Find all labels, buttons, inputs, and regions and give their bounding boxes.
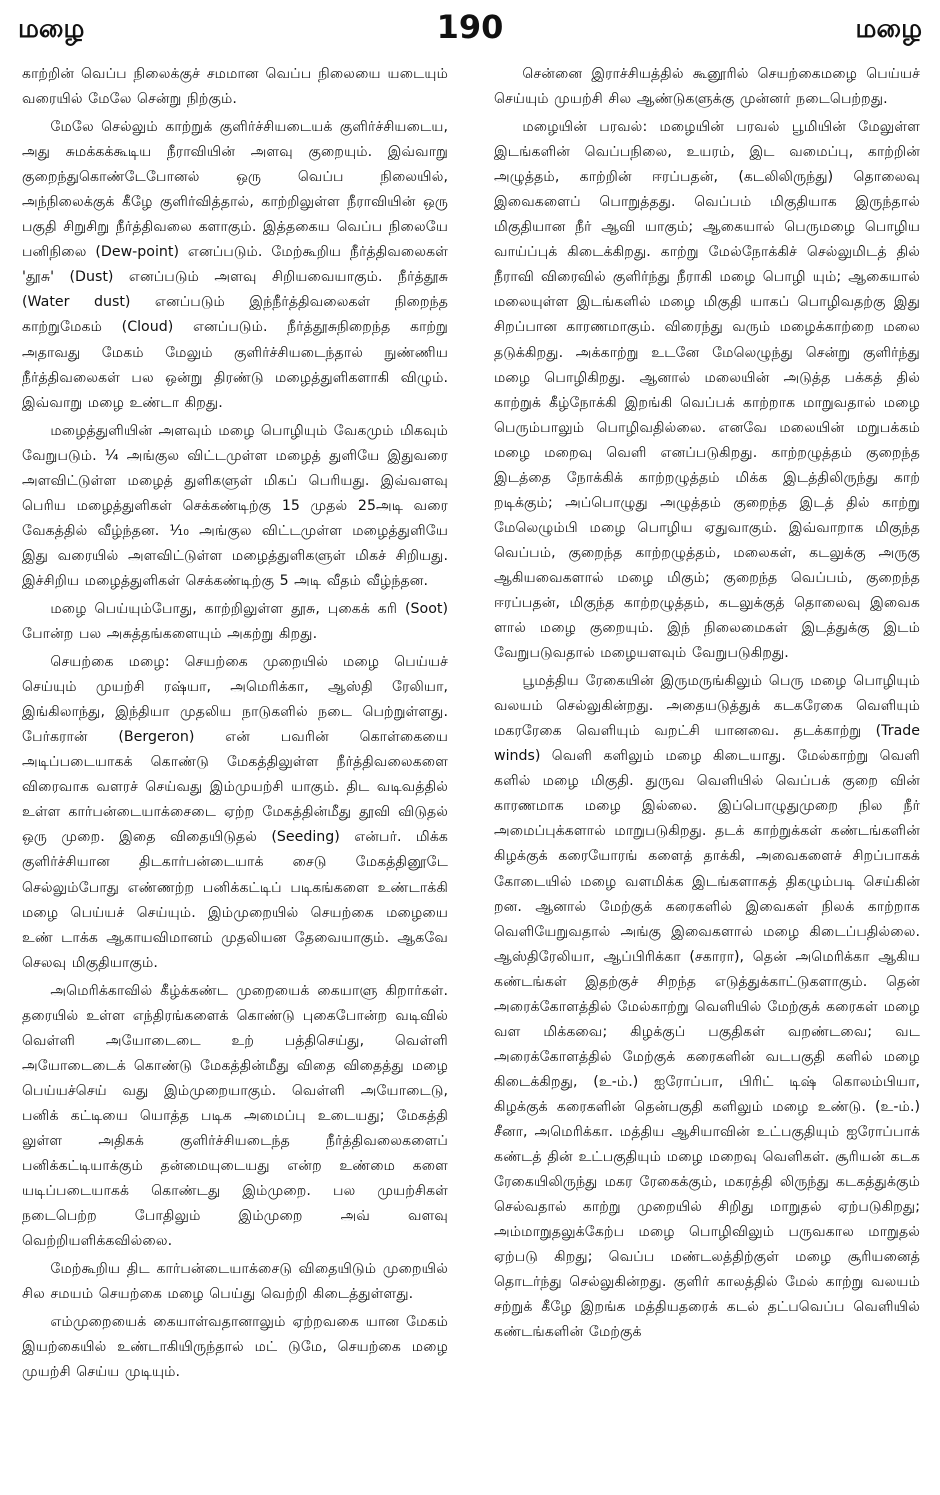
paragraph: சென்னை இராச்சியத்தில் கூனூரில் செயற்கைமழை பெய்யச் செய்யும் முயற்சி சில ஆண்டுகளுக்கு முன்னர் நடைபெற்றது. xyxy=(494,66,920,108)
paragraph: மழைத்துளியின் அளவும் மழை பொழியும் வேகமும் மிகவும் வேறுபடும். ¼ அங்குல விட்டமுள்ள மழைத் துளியே இதுவரை அளவிட்டுள்ள மழைத் துளிகளுள் மிகப் பெரியது. இவ்வளவு பெரிய மழைத்துளிகள் செக்கண்டிற்கு 15 முதல் 25அடி வரை வேகத்தில் வீழ்ந்தன. ¹⁄₁₀ அங்குல விட்டமுள்ள மழைத்துளியே இது வரையில் அளவிட்டுள்ள மழைத்துளிகளுள் மிகச் சிறியது. இச்சிறிய மழைத்துளிகள் செக்கண்டிற்கு 5 அடி வீதம் வீழ்ந்தன. xyxy=(22,422,448,589)
page-header xyxy=(16,8,924,52)
paragraph: மேலே செல்லும் காற்றுக் குளிர்ச்சியடையக் குளிர்ச்சியடைய, அது சுமக்கக்கூடிய நீராவியின் அளவு குறையும். இவ்வாறு குறைந்துகொண்டேபோனல் ஒரு வெப்ப நிலையில், அந்நிலைக்குக் கீழே குளிர்வித்தால், காற்றிலுள்ள நீராவியின் ஒரு பகுதி சிறுசிறு நீர்த்திவலை களாகும். இத்தகைய வெப்ப நிலையே பனிநிலை (Dew-point) எனப்படும். மேற்கூறிய நீர்த்திவலைகள் 'தூசு' (Dust) எனப்படும் அளவு சிறியவையாகும். நீர்த்தூசு (Water dust) எனப்படும் இந்நீர்த்திவலைகள் நிறைந்த காற்றுமேகம் (Cloud) எனப்படும். நீர்த்தூசுநிறைந்த காற்று அதாவது மேகம் மேலும் குளிர்ச்சியடைந்தால் நுண்ணிய நீர்த்திவலைகள் பல ஒன்று திரண்டு மழைத்துளிகளாகி விழும். இவ்வாறு மழை உண்டா கிறது. xyxy=(22,119,448,411)
paragraph: மழை பெய்யும்போது, காற்றிலுள்ள தூசு, புகைக் கரி (Soot) போன்ற பல அசுத்தங்களையும் அகற்று கிறது. xyxy=(22,600,448,643)
paragraph: காற்றின் வெப்ப நிலைக்குச் சமமான வெப்ப நிலையை யடையும் வரையில் மேலே சென்று நிற்கும். xyxy=(22,66,448,108)
header-left-keyword: மழை xyxy=(18,14,85,44)
left-column xyxy=(22,62,448,1482)
right-column xyxy=(494,62,920,1482)
paragraph: செயற்கை மழை: செயற்கை முறையில் மழை பெய்யச் செய்யும் முயற்சி ரஷ்யா, அமெரிக்கா, ஆஸ்தி ரேலியா, இங்கிலாந்து, இந்தியா முதலிய நாடுகளில் நடை பெற்றுள்ளது. பேர்கரான் (Bergeron) என் பவரின் கொள்கையை அடிப்படையாகக் கொண்டு மேகத்திலுள்ள நீர்த்திவலைகளை விரைவாக வளரச் செய்வது இம்முயற்சி யாகும். திட வடிவத்தில் உள்ள கார்பன்டையாக்சைடை ஏற்ற மேகத்தின்மீது தூவி விடுதல் ஒரு முறை. இதை விதையிடுதல் (Seeding) என்பர். மிக்க குளிர்ச்சியான திடகார்பன்டையாக் சைடு மேகத்தினூடே செல்லும்போது எண்ணற்ற பனிக்கட்டிப் படிகங்களை உண்டாக்கி மழை பெய்யச் செய்யும். இம்முறையில் செயற்கை மழையை உண் டாக்க ஆகாயவிமானம் முதலியன தேவையாகும். ஆகவே செலவு மிகுதியாகும். xyxy=(22,654,448,971)
page-number: 190 xyxy=(436,8,504,46)
paragraph: எம்முறையைக் கையாள்வதானாலும் ஏற்றவகை யான மேகம் இயற்கையில் உண்டாகியிருந்தால் மட் டுமே, செயற்கை மழை முயற்சி செய்ய முடியும். xyxy=(22,1314,448,1381)
paragraph: மழையின் பரவல்: மழையின் பரவல் பூமியின் மேலுள்ள இடங்களின் வெப்பநிலை, உயரம், இட வமைப்பு, காற்றின் அழுத்தம், காற்றின் ஈரப்பதன், (கடலிலிருந்து) தொலைவு இவைகளைப் பொறுத்தது. வெப்பம் மிகுதியாக இருந்தால் மிகுதியான நீர் ஆவி யாகும்; ஆகையால் பெருமழை பொழிய வாய்ப்புக் கிடைக்கிறது. காற்று மேல்நோக்கிச் செல்லுமிடத் தில் நீராவி விரைவில் குளிர்ந்து நீராகி மழை பொழி யும்; ஆகையால் மலையுள்ள இடங்களில் மழை மிகுதி யாகப் பொழிவதற்கு இது சிறப்பான காரணமாகும். விரைந்து வரும் மழைக்காற்றை மலை தடுக்கிறது. அக்காற்று உடனே மேலெழுந்து சென்று குளிர்ந்து மழை பொழிகிறது. ஆனால் மலையின் அடுத்த பக்கத் தில் காற்றுக் கீழ்நோக்கி இறங்கி வெப்பக் காற்றாக மாறுவதால் மழை பெரும்பாலும் பொழிவதில்லை. எனவே மலையின் மறுபக்கம் மழை மறைவு வெளி எனப்படுகிறது. காற்றழுத்தம் குறைந்த இடத்தை நோக்கிக் காற்றழுத்தம் மிக்க இடத்திலிருந்து காற் றடிக்கும்; அப்பொழுது அழுத்தம் குறைந்த இடத் தில் காற்று மேலெழும்பி மழை பொழிய ஏதுவாகும். இவ்வாறாக மிகுந்த வெப்பம், குறைந்த காற்றழுத்தம், மலைகள், கடலுக்கு அருகு ஆகியவைகளால் மழை மிகும்; குறைந்த வெப்பம், குறைந்த ஈரப்பதன், மிகுந்த காற்றழுத்தம், கடலுக்குத் தொலைவு இவைக ளால் மழை குறையும். இந் நிலைமைகள் இடத்துக்கு இடம் வேறுபடுவதால் மழையளவும் வேறுபடுகிறது. xyxy=(494,119,920,662)
paragraph: அமெரிக்காவில் கீழ்க்கண்ட முறையைக் கையாளு கிறார்கள். தரையில் உள்ள எந்திரங்களைக் கொண்டு புகைபோன்ற வடிவில் வெள்ளி அயோடைடை உற் பத்திசெய்து, வெள்ளி அயோடைடைக் கொண்டு மேகத்தின்மீது விதை விதைத்து மழை பெய்யச்செய் வது இம்முறையாகும். வெள்ளி அயோடைடு, பனிக் கட்டியை யொத்த படிக அமைப்பு உடையது; மேகத்தி லுள்ள அதிகக் குளிர்ச்சியடைந்த நீர்த்திவலைகளைப் பனிக்கட்டியாக்கும் தன்மையுடையது என்ற உண்மை களை யடிப்படையாகக் கொண்டது இம்முறை. பல முயற்சிகள் நடைபெற்ற போதிலும் இம்முறை அவ் வளவு வெற்றியளிக்கவில்லை. xyxy=(22,982,448,1250)
header-right-keyword: மழை xyxy=(855,14,922,44)
paragraph: பூமத்திய ரேகையின் இருமருங்கிலும் பெரு மழை பொழியும் வலயம் செல்லுகின்றது. அதையடுத்துக் கடகரேகை வெளியும் மகரரேகை வெளியும் வறட்சி யானவை. தடக்காற்று (Trade winds) வெளி களிலும் மழை கிடையாது. மேல்காற்று வெளி களில் மழை மிகுதி. துருவ வெளியில் வெப்பக் குறை வின் காரணமாக மழை இல்லை. இப்பொழுதுமுறை நில நீர் அமைப்புக்களால் மாறுபடுகிறது. தடக் காற்றுக்கள் கண்டங்களின் கிழக்குக் கரையோரங் களைத் தாக்கி, அவைகளைச் சிறப்பாகக் கோடையில் மழை வளமிக்க இடங்களாகத் திகழும்படி செய்கின் றன. ஆனால் மேற்குக் கரைகளில் இவைகள் நிலக் காற்றாக வெளியேறுவதால் அங்கு இவைகளால் மழை கிடைப்பதில்லை. ஆஸ்திரேலியா, ஆப்பிரிக்கா (சகாரா), தென் அமெரிக்கா ஆகிய கண்டங்கள் இதற்குச் சிறந்த எடுத்துக்காட்டுகளாகும். தென் அரைக்கோளத்தில் மேல்காற்று வெளியில் மேற்குக் கரைகள் மழை வள மிக்கவை; கிழக்குப் பகுதிகள் வறண்டவை; வட அரைக்கோளத்தில் மேற்குக் கரைகளின் வடபகுதி களில் மழை கிடைக்கிறது, (உ-ம்.) ஐரோப்பா, பிரிட் டிஷ் கொலம்பியா, கிழக்குக் கரைகளின் தென்பகுதி களிலும் மழை உண்டு. (உ-ம்.) சீனா, அமெரிக்கா. மத்திய ஆசியாவின் உட்பகுதியும் ஐரோப்பாக் கண்டத் தின் உட்பகுதியும் மழை மறைவு வெளிகள். சூரியன் கடக ரேகையிலிருந்து மகர ரேகைக்கும், மகரத்தி லிருந்து கடகத்துக்கும் செல்வதால் காற்று முறையில் சிறிது மாறுதல் ஏற்படுகிறது; அம்மாறுதலுக்கேற்ப மழை பொழிவிலும் பருவகால மாறுதல் ஏற்படு கிறது; வெப்ப மண்டலத்திற்குள் மழை சூரியனைத் தொடர்ந்து செல்லுகின்றது. குளிர் காலத்தில் மேல் காற்று வலயம் சற்றுக் கீழே இறங்க மத்தியதரைக் கடல் தட்பவெப்ப வெளியில் கண்டங்களின் மேற்குக் xyxy=(494,673,920,1341)
paragraph: மேற்கூறிய திட கார்பன்டையாக்சைடு விதையிடும் முறையில் சில சமயம் செயற்கை மழை பெய்து வெற்றி கிடைத்துள்ளது. xyxy=(22,1261,448,1303)
